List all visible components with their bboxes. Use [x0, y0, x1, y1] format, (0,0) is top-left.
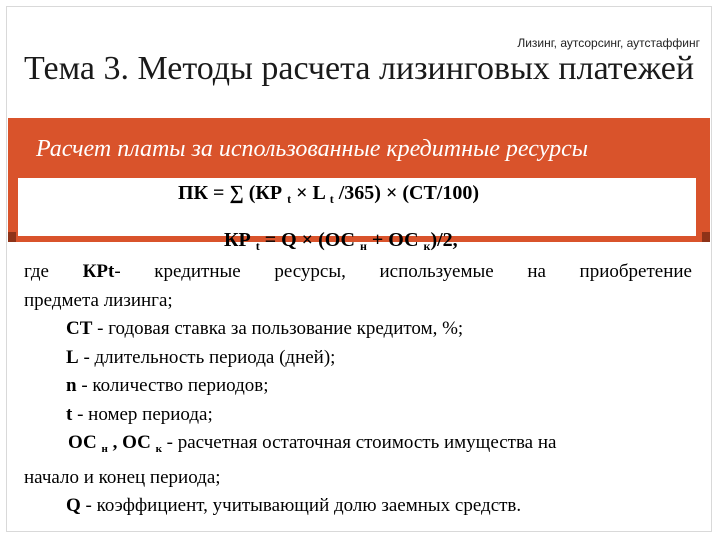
definition-st: СТ - годовая ставка за пользование кредитом, %;: [66, 318, 464, 339]
definition-q: Q - коэффициент, учитывающий долю заемных средств.: [66, 495, 522, 516]
definition-kr-cont: предмета лизинга;: [24, 289, 173, 311]
banner-accent-left: [8, 232, 16, 242]
definition-t: t - номер периода;: [66, 403, 213, 425]
formula-kr: КР $_t$ = Q × (ОС $_н$ + ОС $_к$)/2,: [224, 229, 458, 253]
banner-text: Расчет платы за использованные кредитные ресурсы: [36, 136, 588, 162]
definition-n: n - количество периодов;: [66, 375, 269, 396]
page-title: Тема 3. Методы расчета лизинговых платежей: [24, 50, 695, 87]
definitions: [24, 258, 692, 521]
definition-kr: где КРt- кредитные ресурсы, используемые на приобретение: [24, 261, 692, 282]
banner-accent-right: [702, 232, 710, 242]
formula-pk: ПК = ∑ (КР $_t$ × L $_t$ /365) × (СТ/100): [178, 182, 480, 206]
header-subtitle: Лизинг, аутсорсинг, аутстаффинг: [517, 36, 700, 50]
definition-os-cont: начало и конец периода;: [24, 466, 221, 488]
definition-os: ОС $_н$ , ОС $_к$ - расчетная остаточная стоимость имущества на: [68, 432, 557, 455]
definition-l: L - длительность периода (дней);: [66, 346, 336, 368]
